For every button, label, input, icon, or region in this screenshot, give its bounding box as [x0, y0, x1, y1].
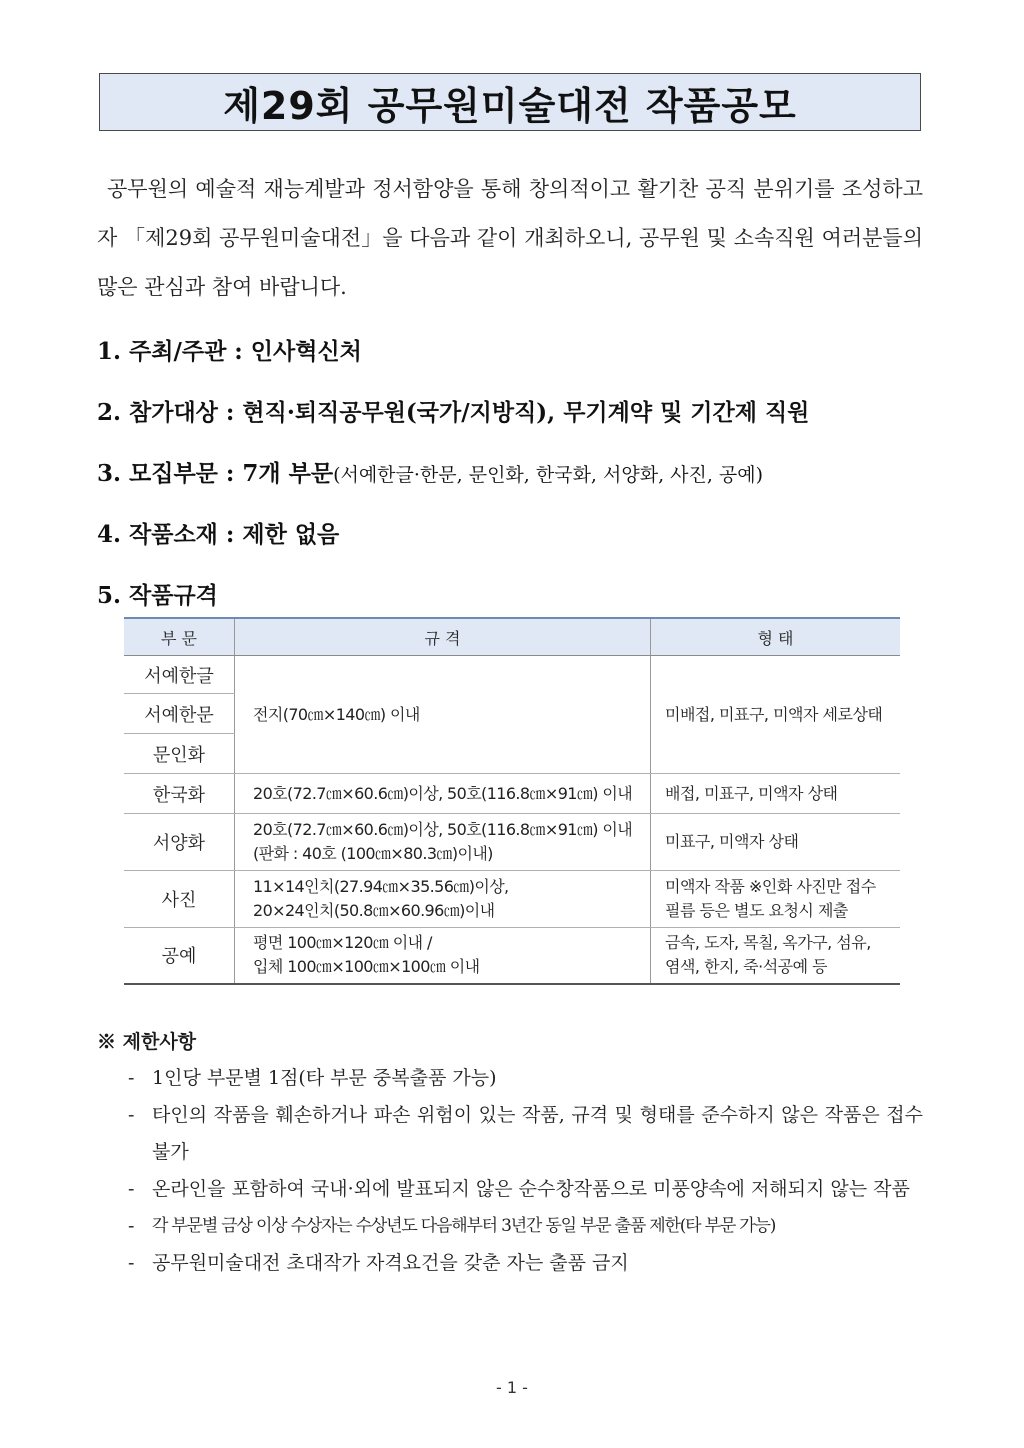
list-item-text: 온라인을 포함하여 국내·외에 발표되지 않은 순수창작품으로 미풍양속에 저해되지 않는 작품 — [152, 1178, 910, 1200]
spec-table — [124, 617, 900, 985]
form-line-1: 미액자 작품 ※인화 사진만 접수 — [665, 877, 876, 896]
table-header-form: 형 태 — [651, 618, 901, 656]
section-categories-title: 3. 모집부문 : 7개 부문 — [97, 460, 334, 487]
list-item — [128, 1097, 923, 1171]
table-cell-form: 배접, 미표구, 미액자 상태 — [651, 774, 901, 814]
table-cell-category: 서예한글 — [124, 656, 235, 694]
list-dash: - — [128, 1178, 135, 1200]
section-categories — [97, 455, 763, 488]
list-item — [128, 1208, 923, 1245]
spec-line-1: 11×14인치(27.94㎝×35.56㎝)이상, — [253, 877, 509, 896]
restrictions-list — [128, 1060, 923, 1282]
section-organizer: 1. 주최/주관 : 인사혁신처 — [97, 338, 362, 365]
table-header-row — [124, 618, 900, 656]
table-cell-form — [651, 871, 901, 928]
page-number: - 1 - — [496, 1378, 528, 1397]
table-cell-category: 서양화 — [124, 814, 235, 871]
list-dash: - — [128, 1252, 135, 1274]
table-row — [124, 656, 900, 694]
section-eligibility: 2. 참가대상 : 현직·퇴직공무원(국가/지방직), 무기계약 및 기간제 직원 — [97, 399, 810, 426]
table-row — [124, 928, 900, 984]
spec-line-2: 20×24인치(50.8㎝×60.96㎝)이내 — [253, 901, 495, 920]
table-cell-form — [651, 928, 901, 984]
spec-line-2: (판화 : 40호 (100㎝×80.3㎝)이내) — [253, 844, 493, 863]
table-cell-category: 문인화 — [124, 734, 235, 774]
list-item — [128, 1245, 923, 1282]
table-header-category: 부 문 — [124, 618, 235, 656]
list-dash: - — [128, 1104, 135, 1126]
table-header-spec: 규 격 — [235, 618, 651, 656]
table-row — [124, 871, 900, 928]
spec-line-2: 입체 100㎝×100㎝×100㎝ 이내 — [253, 957, 480, 977]
intro-paragraph: 공무원의 예술적 재능계발과 정서함양을 통해 창의적이고 활기찬 공직 분위기를 조성하고자 「제29회 공무원미술대전」을 다음과 같이 개최하오니, 공무원 및 소속직원 여러분들의 많은 관심과 참여 바랍니다. — [97, 177, 923, 299]
list-dash: - — [128, 1215, 135, 1237]
section-subject: 4. 작품소재 : 제한 없음 — [97, 521, 340, 548]
table-cell-category: 한국화 — [124, 774, 235, 814]
form-line-2: 염색, 한지, 죽·석공예 등 — [665, 957, 828, 977]
spec-line-1: 평면 100㎝×120㎝ 이내 / — [253, 933, 432, 953]
form-line-2: 필름 등은 별도 요청시 제출 — [665, 901, 848, 920]
table-cell-category: 서예한문 — [124, 694, 235, 734]
list-item-text: 타인의 작품을 훼손하거나 파손 위험이 있는 작품, 규격 및 형태를 준수하지 않은 작품은 접수 불가 — [152, 1104, 923, 1163]
table-cell-spec — [235, 928, 651, 984]
list-item-text: 공무원미술대전 초대작가 자격요건을 갖춘 자는 출품 금지 — [152, 1252, 629, 1274]
table-cell-category: 공예 — [124, 928, 235, 984]
table-cell-form-merged: 미배접, 미표구, 미액자 세로상태 — [651, 656, 901, 774]
table-row — [124, 774, 900, 814]
table-cell-category: 사진 — [124, 871, 235, 928]
table-cell-spec — [235, 814, 651, 871]
list-dash: - — [128, 1067, 135, 1089]
list-item — [128, 1060, 923, 1097]
table-row — [124, 814, 900, 871]
form-line-1: 금속, 도자, 목칠, 옥가구, 섬유, — [665, 933, 871, 953]
list-item — [128, 1171, 923, 1208]
list-item-text: 1인당 부문별 1점(타 부문 중복출품 가능) — [152, 1067, 497, 1089]
section-spec: 5. 작품규격 — [97, 582, 218, 609]
restrictions-title: ※ 제한사항 — [97, 1031, 197, 1053]
table-cell-form: 미표구, 미액자 상태 — [651, 814, 901, 871]
spec-line-1: 20호(72.7㎝×60.6㎝)이상, 50호(116.8㎝×91㎝) 이내 — [253, 820, 633, 839]
title-box — [99, 73, 921, 131]
table-cell-spec: 20호(72.7㎝×60.6㎝)이상, 50호(116.8㎝×91㎝) 이내 — [235, 774, 651, 814]
section-categories-detail: (서예한글·한문, 문인화, 한국화, 서양화, 사진, 공예) — [333, 464, 764, 486]
table-cell-spec — [235, 871, 651, 928]
table-cell-spec-merged: 전지(70㎝×140㎝) 이내 — [235, 656, 651, 774]
page-title: 제29회 공무원미술대전 작품공모 — [223, 83, 797, 128]
list-item-text: 각 부문별 금상 이상 수상자는 수상년도 다음해부터 3년간 동일 부문 출품 제한(타 부문 가능) — [152, 1216, 776, 1236]
